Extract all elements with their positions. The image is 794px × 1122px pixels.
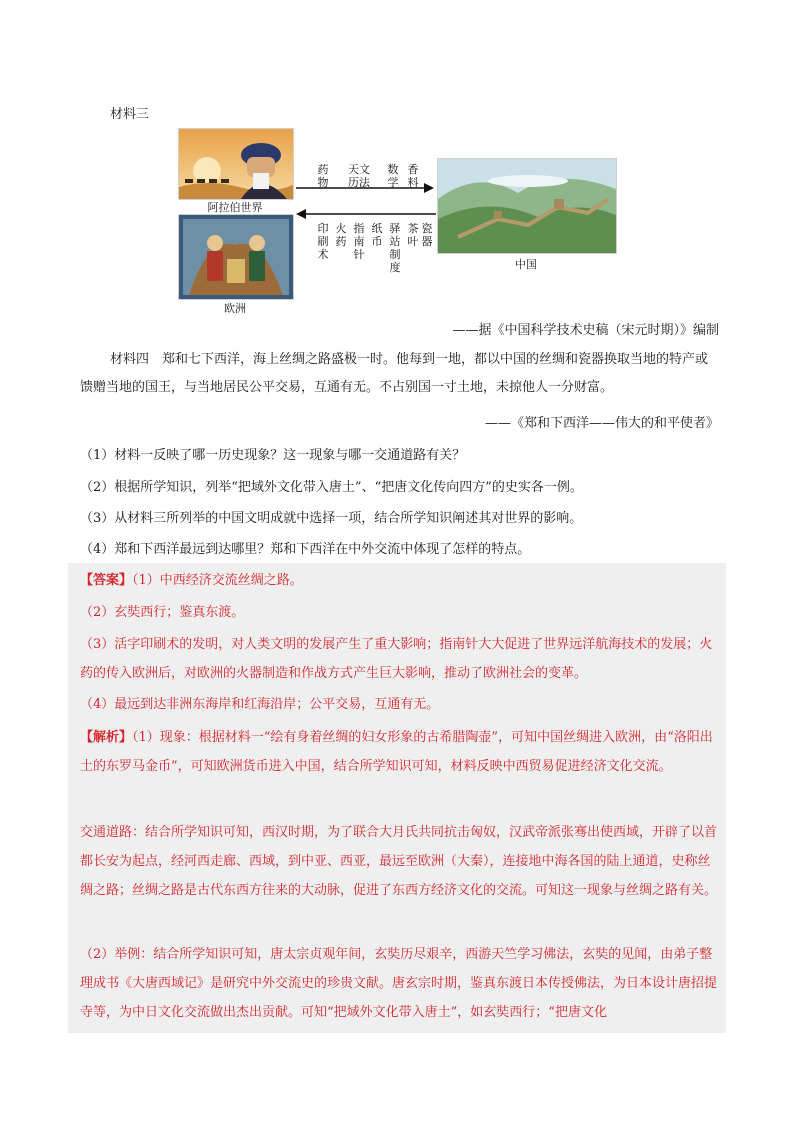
item-compass: 指 南 针 — [353, 222, 365, 261]
exchange-arrows — [294, 180, 438, 220]
question-1: （1）材料一反映了哪一历史现象？这一现象与哪一交通道路有关？ — [80, 448, 466, 463]
europe-image — [178, 214, 294, 300]
item-porcelain: 瓷 器 — [421, 222, 433, 248]
answer-1: 【答案】（1）中西经济交流丝绸之路。 — [80, 573, 303, 588]
item-spice: 香 料 — [407, 163, 419, 189]
item-astronomy: 天文 历法 — [348, 163, 370, 189]
arabia-image — [178, 128, 294, 200]
question-2: （2）根据所学知识，列举“把域外文化带入唐土”、“把唐文化传向四方”的史实各一例。 — [80, 480, 583, 495]
europe-caption: 欧洲 — [224, 302, 246, 315]
answer-2: （2）玄奘西行；鉴真东渡。 — [80, 605, 245, 620]
answer-3: （3）活字印刷术的发明，对人类文明的发展产生了重大影响；指南针大大促进了世界远洋航海技术的发展；火药的传入欧洲后，对欧洲的火器制造和作战方式产生巨大影响，推动了欧洲社会的变革。 — [80, 637, 713, 681]
material4-text: 材料四 郑和七下西洋，海上丝绸之路盛极一时。他每到一地，都以中国的丝绸和瓷器换取当地的特产或馈赠当地的国王，与当地居民公平交易，互通有无。不占别国一寸土地，未掠他人一分财富。 — [80, 352, 709, 395]
material3-label: 材料三 — [110, 107, 150, 122]
item-tea: 茶 叶 — [407, 222, 419, 248]
item-printing: 印 刷 术 — [317, 222, 329, 261]
analysis-2: 交通道路：结合所学知识可知，西汉时期，为了联合大月氏共同抗击匈奴，汉武帝派张骞出使西域，开辟了以首都长安为起点，经河西走廊、西域，到中亚、西亚，最远至欧洲（大秦），连接地中海各国的陆上通道，史称丝绸之路；丝绸之路是古代东西方往来的大动脉，促进了东西方经济文化的交流。可知这一现象与丝绸之路有关。 — [80, 825, 718, 898]
analysis-tag: 【解析】 — [80, 730, 133, 745]
analysis-3: （2）举例：结合所学知识可知，唐太宗贞观年间，玄奘历尽艰辛，西游天竺学习佛法，玄奘的见闻，由弟子整理成书《大唐西域记》是研究中外交流史的珍贵文献。唐玄宗时期，鉴真东渡日本传授佛法，为日本设计唐招提寺等，为中日文化交流做出杰出贡献。可知“把域外文化带入唐土”，如玄奘西行；“把唐文化 — [80, 947, 718, 1020]
item-medicine: 药 物 — [317, 163, 329, 189]
item-post-system: 驿 站 制 度 — [389, 222, 401, 274]
question-3: （3）从材料三所列举的中国文明成就中选择一项，结合所学知识阐述其对世界的影响。 — [80, 511, 583, 526]
answer-4: （4）最远到达非洲东海岸和红海沿岸；公平交易，互通有无。 — [80, 697, 440, 712]
answer-tag: 【答案】 — [80, 573, 133, 588]
material4-source: ——《郑和下西洋——伟大的和平使者》 — [484, 416, 719, 431]
china-caption: 中国 — [515, 258, 537, 271]
analysis-1: 【解析】（1）现象：根据材料一“绘有身着丝绸的妇女形象的古希腊陶壶”，可知中国丝绸进入欧洲，由“洛阳出土的东罗马金币”，可知欧洲货币进入中国，结合所学知识可知，材料反映中西贸易促进经济文化交流。 — [80, 730, 713, 774]
item-gunpowder: 火 药 — [335, 222, 347, 248]
item-paper-money: 纸 币 — [371, 222, 383, 248]
china-image — [437, 158, 617, 254]
arabia-caption: 阿拉伯世界 — [207, 201, 263, 214]
item-math: 数 学 — [387, 163, 399, 189]
material3-source: ——据《中国科学技术史稿（宋元时期）》编制 — [452, 323, 719, 338]
question-4: （4）郑和下西洋最远到达哪里？郑和下西洋在中外交流中体现了怎样的特点。 — [80, 542, 531, 557]
